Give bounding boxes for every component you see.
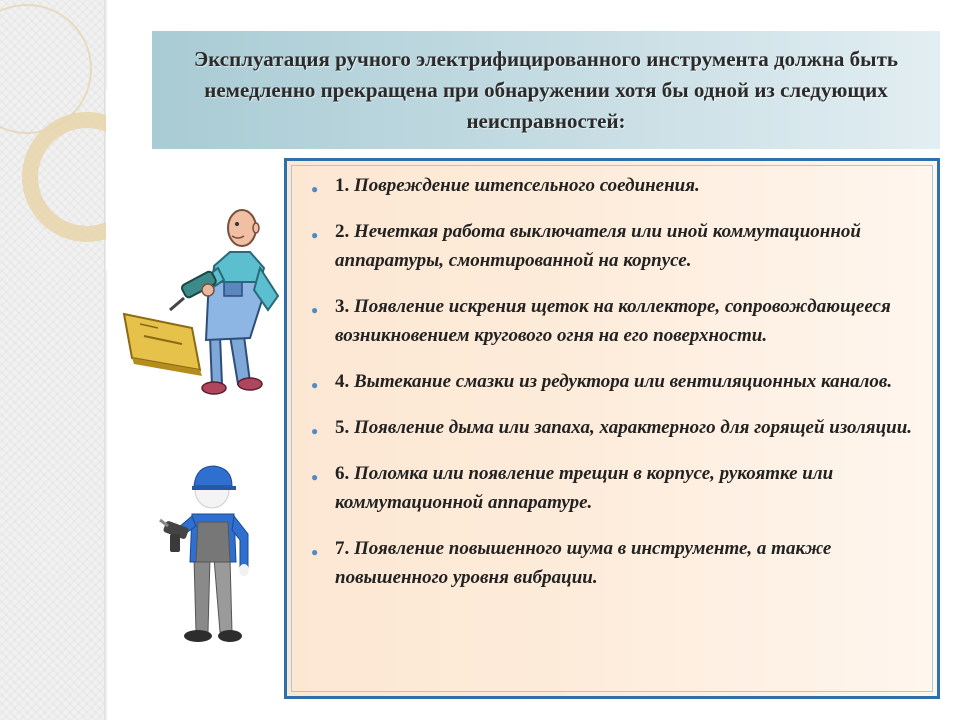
list-item <box>311 292 926 350</box>
item-number: 6. <box>335 463 350 484</box>
faults-list <box>311 171 926 609</box>
list-item <box>311 367 926 396</box>
3d-figure-with-screwdriver-icon <box>156 456 266 652</box>
list-item <box>311 171 926 200</box>
decorative-side-strip <box>0 0 106 720</box>
bullet-icon: ● <box>311 228 319 242</box>
bullet-icon: ● <box>311 303 319 317</box>
item-text: Нечеткая работа выключателя или иной коммутационной аппаратуры, смонтированной на корпусе. <box>335 221 861 271</box>
bullet-icon: ● <box>311 470 319 484</box>
list-item <box>311 459 926 517</box>
item-text: Появление искрения щеток на коллекторе, сопровождающееся возникновением кругового огня на его поверхности. <box>335 296 891 346</box>
bullet-icon: ● <box>311 545 319 559</box>
worker-with-drill-icon <box>118 186 288 402</box>
slide-header <box>152 31 940 149</box>
item-text: Появление дыма или запаха, характерного для горящей изоляции. <box>354 417 913 438</box>
list-item <box>311 534 926 592</box>
bullet-icon: ● <box>311 182 319 196</box>
list-item <box>311 413 926 442</box>
item-text: Повреждение штепсельного соединения. <box>354 175 700 196</box>
bullet-icon: ● <box>311 424 319 438</box>
item-number: 5. <box>335 417 350 438</box>
item-number: 7. <box>335 538 350 559</box>
item-number: 2. <box>335 221 350 242</box>
item-text: Вытекание смазки из редуктора или вентиляционных каналов. <box>354 371 893 392</box>
item-number: 1. <box>335 175 350 196</box>
item-text: Появление повышенного шума в инструменте, а также повышенного уровня вибрации. <box>335 538 832 588</box>
slide-title: Эксплуатация ручного электрифицированного инструмента должна быть немедленно прекращена при обнаружении хотя бы одной из следующих неисправностей: <box>193 46 898 133</box>
bullet-icon: ● <box>311 378 319 392</box>
faults-list-box <box>284 158 940 699</box>
item-text: Поломка или появление трещин в корпусе, рукоятке или коммутационной аппаратуре. <box>335 463 834 513</box>
list-item <box>311 217 926 275</box>
item-number: 3. <box>335 296 350 317</box>
item-number: 4. <box>335 371 350 392</box>
